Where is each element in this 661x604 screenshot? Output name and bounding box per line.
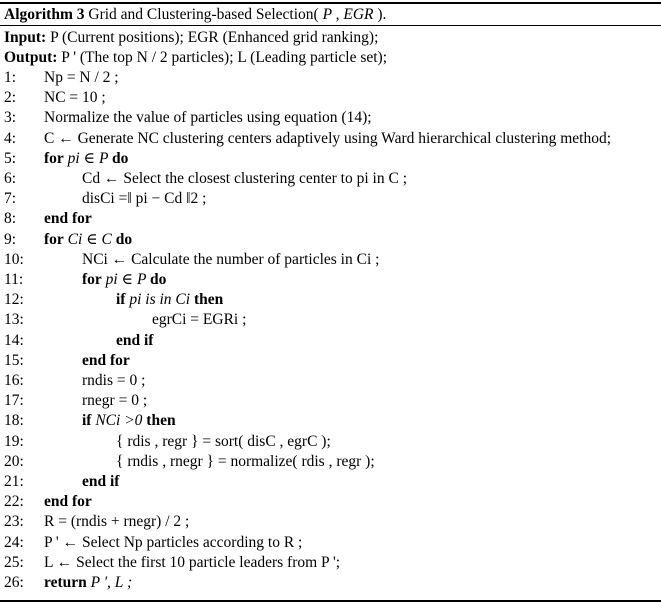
algorithm-line — [4, 432, 659, 452]
algorithm-line — [4, 108, 659, 128]
algorithm-line — [4, 472, 659, 492]
line-text: egrCi = EGRi ; — [152, 311, 247, 329]
algorithm-line — [4, 391, 659, 411]
algorithm-line — [4, 209, 659, 229]
line-text — [44, 209, 92, 229]
control-keyword: do — [115, 230, 133, 248]
line-number: 17: — [4, 392, 24, 410]
control-expression: P ', L ; — [86, 574, 133, 591]
input-text: P (Current positions); EGR (Enhanced grid ranking); — [50, 29, 379, 46]
line-text — [82, 351, 130, 371]
algorithm-title — [4, 5, 386, 24]
output-text: P ' (The top N / 2 particles); L (Leading particle set); — [61, 49, 388, 66]
line-text: Cd ← Select the closest clustering center to pi in C ; — [82, 170, 408, 187]
line-text — [44, 230, 132, 250]
line-number: 6: — [4, 170, 17, 187]
control-keyword: do — [112, 149, 129, 167]
line-number: 9: — [4, 230, 17, 248]
line-number: 21: — [4, 473, 24, 490]
control-keyword: if — [116, 291, 126, 309]
line-text — [44, 149, 128, 169]
line-text: disCi =‖ pi − Cd ‖2 ; — [82, 190, 207, 208]
algorithm-line — [4, 149, 659, 169]
control-keyword: do — [150, 271, 167, 288]
top-rule — [0, 2, 661, 4]
line-number: 1: — [4, 69, 17, 86]
algorithm-line — [4, 270, 659, 290]
line-text — [82, 411, 176, 431]
line-number: 8: — [4, 210, 17, 228]
control-keyword: return — [44, 574, 87, 591]
line-text: L ← Select the first 10 particle leaders from P '; — [44, 553, 341, 571]
control-keyword: then — [146, 412, 176, 430]
line-number: 19: — [4, 432, 24, 450]
line-number: 5: — [4, 149, 17, 167]
algorithm-line — [4, 351, 659, 371]
control-keyword: end if — [82, 473, 120, 490]
line-text — [116, 290, 223, 310]
algorithm-line — [4, 88, 659, 108]
line-text: R = (rndis + rnegr) / 2 ; — [44, 513, 190, 531]
line-number: 11: — [4, 271, 24, 288]
line-number: 4: — [4, 129, 17, 147]
algorithm-line — [4, 290, 659, 310]
algorithm-line — [4, 310, 659, 330]
bottom-rule — [0, 600, 661, 602]
line-text — [116, 331, 153, 351]
algorithm-line — [4, 452, 659, 472]
line-number: 25: — [4, 553, 24, 571]
line-number: 3: — [4, 109, 17, 127]
algorithm-line — [4, 129, 659, 149]
line-text: Np = N / 2 ; — [44, 69, 119, 86]
line-number: 16: — [4, 372, 24, 389]
line-text: P ' ← Select Np particles according to R ; — [44, 533, 303, 551]
input-line — [4, 28, 378, 48]
line-number: 23: — [4, 513, 24, 531]
algorithm-line — [4, 512, 659, 532]
control-keyword: end for — [44, 493, 92, 511]
line-number: 14: — [4, 331, 24, 349]
control-expression: pi ∈ P — [101, 271, 151, 288]
title-rule — [0, 25, 661, 26]
control-keyword: for — [82, 271, 102, 288]
control-keyword: for — [44, 230, 64, 248]
line-number: 13: — [4, 311, 24, 329]
control-keyword: for — [44, 149, 64, 167]
line-text: rnegr = 0 ; — [82, 392, 148, 410]
control-keyword: if — [82, 412, 92, 430]
line-text — [82, 270, 166, 290]
algorithm-line — [4, 533, 659, 553]
algorithm-line — [4, 230, 659, 250]
line-number: 26: — [4, 574, 24, 591]
line-text: { rndis , rnegr } = normalize( rdis , regr ); — [116, 452, 375, 470]
control-expression: NCi >0 — [91, 412, 147, 430]
algorithm-name: Grid and Clustering-based Selection( — [88, 6, 319, 23]
algorithm-line — [4, 250, 659, 270]
input-keyword: Input: — [4, 29, 47, 46]
line-number: 7: — [4, 190, 17, 208]
line-text: { rdis , regr } = sort( disC , egrC ); — [116, 432, 331, 450]
line-number: 15: — [4, 351, 24, 369]
line-text — [44, 573, 132, 593]
algorithm-line — [4, 68, 659, 88]
algorithm-line — [4, 371, 659, 391]
line-text: C ← Generate NC clustering centers adaptively using Ward hierarchical clustering method; — [44, 129, 612, 147]
line-text: Normalize the value of particles using equation (14); — [44, 109, 372, 127]
line-number: 22: — [4, 493, 24, 511]
line-number: 12: — [4, 291, 24, 309]
control-keyword: end for — [44, 210, 92, 228]
algorithm-label: Algorithm 3 — [4, 6, 85, 23]
algorithm-line — [4, 553, 659, 573]
control-keyword: end if — [116, 331, 154, 349]
control-expression: Ci ∈ C — [63, 230, 116, 248]
line-text: rndis = 0 ; — [82, 372, 146, 389]
line-number: 20: — [4, 452, 24, 470]
algorithm-line — [4, 573, 659, 593]
line-text — [44, 492, 92, 512]
line-text: NCi ← Calculate the number of particles in Ci ; — [82, 250, 380, 268]
control-expression: pi ∈ P — [63, 149, 113, 167]
line-number: 24: — [4, 533, 24, 551]
control-keyword: then — [193, 291, 224, 309]
algorithm-line — [4, 189, 659, 209]
algorithm-line — [4, 492, 659, 512]
line-number: 2: — [4, 89, 17, 107]
line-text: NC = 10 ; — [44, 89, 106, 107]
control-keyword: end for — [82, 351, 130, 369]
control-expression: pi is in Ci — [125, 291, 194, 309]
algorithm-name-close: ). — [377, 6, 387, 23]
algorithm-line — [4, 411, 659, 431]
output-keyword: Output: — [4, 49, 58, 66]
line-number: 10: — [4, 250, 24, 268]
algorithm-line — [4, 331, 659, 351]
line-number: 18: — [4, 412, 24, 430]
output-line — [4, 48, 387, 68]
line-text — [82, 472, 119, 492]
algorithm-line — [4, 169, 659, 189]
algorithm-args: P , EGR — [318, 6, 378, 23]
